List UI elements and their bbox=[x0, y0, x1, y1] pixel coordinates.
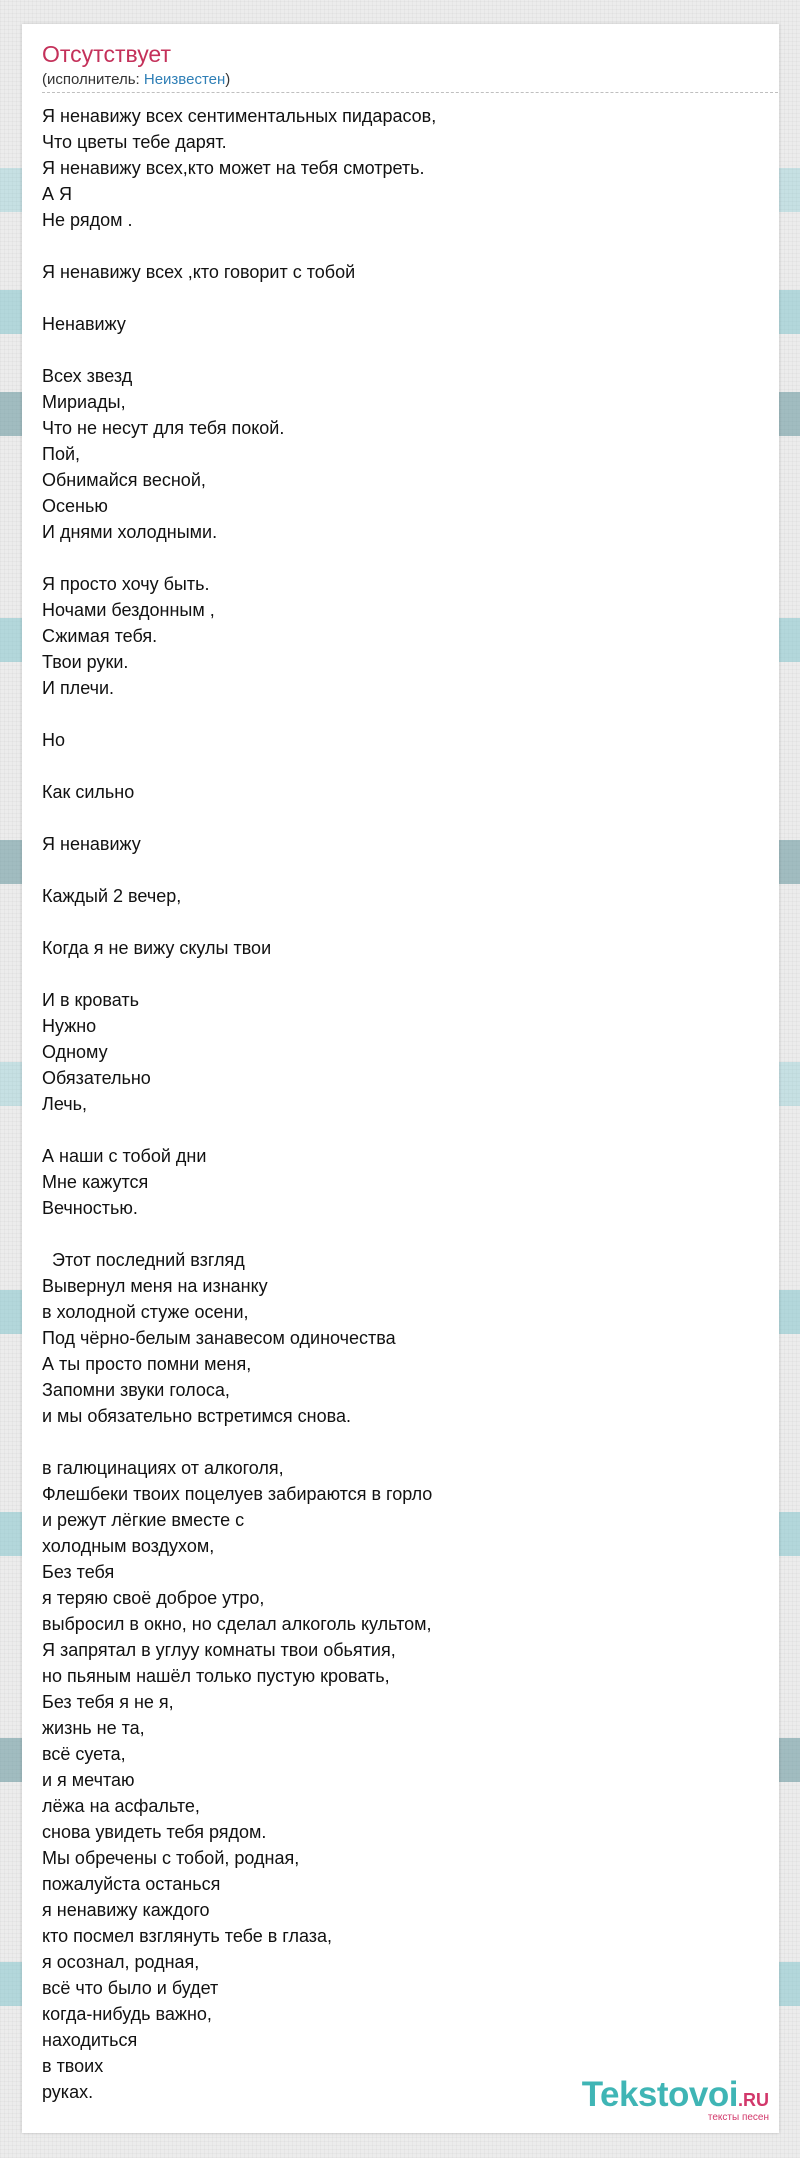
lyric-blank-line bbox=[42, 337, 742, 363]
lyric-line: лёжа на асфальте, bbox=[42, 1796, 200, 1816]
lyric-blank-line bbox=[42, 285, 742, 311]
lyric-line: Сжимая тебя. bbox=[42, 626, 158, 646]
lyric-blank-line bbox=[42, 545, 742, 571]
lyric-line: Обнимайся весной, bbox=[42, 470, 206, 490]
lyric-line: я осознал, родная, bbox=[42, 1952, 200, 1972]
lyric-line: снова увидеть тебя рядом. bbox=[42, 1822, 267, 1842]
lyric-line: холодным воздухом, bbox=[42, 1536, 215, 1556]
lyric-line: А Я bbox=[42, 184, 73, 204]
lyric-line: Без тебя bbox=[42, 1562, 115, 1582]
lyric-line: И днями холодными. bbox=[42, 522, 218, 542]
lyric-blank-line bbox=[42, 805, 742, 831]
artist-link[interactable]: Неизвестен bbox=[143, 71, 226, 88]
lyric-line: я ненавижу каждого bbox=[42, 1900, 210, 1920]
artist-line bbox=[42, 71, 230, 89]
lyric-line: Не рядом . bbox=[42, 210, 133, 230]
logo-wordmark: Tekstovoi bbox=[581, 2075, 738, 2114]
lyric-line: Ненавижу bbox=[42, 314, 126, 334]
artist-prefix: (исполнитель: bbox=[42, 71, 144, 88]
lyric-line: и режут лёгкие вместе с bbox=[42, 1510, 245, 1530]
lyric-blank-line bbox=[42, 909, 742, 935]
lyric-line: я теряю своё доброе утро, bbox=[42, 1588, 265, 1608]
lyric-line: руках. bbox=[42, 2082, 94, 2102]
title-divider bbox=[42, 92, 778, 93]
lyric-line: Каждый 2 вечер, bbox=[42, 886, 182, 906]
lyric-line: Вывернул меня на изнанку bbox=[42, 1276, 268, 1296]
lyric-line: в галюцинациях от алкоголя, bbox=[42, 1458, 284, 1478]
lyric-line: Нужно bbox=[42, 1016, 97, 1036]
lyric-line: И плечи. bbox=[42, 678, 115, 698]
lyric-line: кто посмел взглянуть тебе в глаза, bbox=[42, 1926, 333, 1946]
lyric-line: в холодной стуже осени, bbox=[42, 1302, 249, 1322]
lyric-line: И в кровать bbox=[42, 990, 139, 1010]
lyric-blank-line bbox=[42, 857, 742, 883]
lyric-line: когда-нибудь важно, bbox=[42, 2004, 212, 2024]
lyric-line: но пьяным нашёл только пустую кровать, bbox=[42, 1666, 390, 1686]
lyric-line: пожалуйста останься bbox=[42, 1874, 221, 1894]
lyric-line: Что цветы тебе дарят. bbox=[42, 132, 227, 152]
lyric-line: Пой, bbox=[42, 444, 81, 464]
lyric-line: Всех звезд bbox=[42, 366, 133, 386]
logo-subtitle: тексты песен bbox=[707, 2112, 769, 2123]
lyric-blank-line bbox=[42, 233, 742, 259]
lyric-blank-line bbox=[42, 753, 742, 779]
lyric-line: Как сильно bbox=[42, 782, 135, 802]
lyric-line: Запомни звуки голоса, bbox=[42, 1380, 230, 1400]
lyric-line: Мне кажутся bbox=[42, 1172, 149, 1192]
lyric-line: Я запрятал в углуу комнаты твои обьятия, bbox=[42, 1640, 396, 1660]
lyric-line: выбросил в окно, но сделал алкоголь культом, bbox=[42, 1614, 432, 1634]
lyric-blank-line bbox=[42, 961, 742, 987]
lyric-line: Твои руки. bbox=[42, 652, 129, 672]
lyric-line: Но bbox=[42, 730, 66, 750]
lyric-line: Без тебя я не я, bbox=[42, 1692, 174, 1712]
lyric-line: Когда я не вижу скулы твои bbox=[42, 938, 272, 958]
lyric-line: Я ненавижу bbox=[42, 834, 141, 854]
lyric-line: Мы обречены с тобой, родная, bbox=[42, 1848, 300, 1868]
lyric-line: Я ненавижу всех ,кто говорит с тобой bbox=[42, 262, 356, 282]
lyric-line: Флешбеки твоих поцелуев забираются в горло bbox=[42, 1484, 433, 1504]
artist-suffix: ) bbox=[225, 71, 231, 88]
lyric-line: А наши с тобой дни bbox=[42, 1146, 207, 1166]
lyrics-card bbox=[22, 24, 779, 2133]
lyric-line: Одному bbox=[42, 1042, 108, 1062]
lyric-line: Обязательно bbox=[42, 1068, 151, 1088]
song-title: Отсутствует bbox=[42, 41, 171, 67]
lyric-blank-line bbox=[42, 1117, 742, 1143]
lyric-line: Осенью bbox=[42, 496, 108, 516]
lyrics-text bbox=[42, 103, 742, 2105]
lyric-line: и я мечтаю bbox=[42, 1770, 135, 1790]
lyric-line: Лечь, bbox=[42, 1094, 87, 1114]
logo-domain: .RU bbox=[738, 2090, 769, 2110]
site-logo[interactable] bbox=[582, 2077, 769, 2123]
lyric-line: и мы обязательно встретимся снова. bbox=[42, 1406, 351, 1426]
lyric-line: жизнь не та, bbox=[42, 1718, 145, 1738]
lyric-line: Что не несут для тебя покой. bbox=[42, 418, 285, 438]
lyric-line: Я просто хочу быть. bbox=[42, 574, 210, 594]
lyric-line: Вечностью. bbox=[42, 1198, 138, 1218]
lyric-line: Под чёрно-белым занавесом одиночества bbox=[42, 1328, 396, 1348]
lyric-blank-line bbox=[42, 1221, 742, 1247]
lyric-line: А ты просто помни меня, bbox=[42, 1354, 252, 1374]
lyric-line: Я ненавижу всех,кто может на тебя смотреть. bbox=[42, 158, 425, 178]
lyric-line: Ночами бездонным , bbox=[42, 600, 215, 620]
lyric-blank-line bbox=[42, 1429, 742, 1455]
lyric-line: Этот последний взгляд bbox=[42, 1250, 245, 1270]
lyric-line: всё что было и будет bbox=[42, 1978, 219, 1998]
lyric-blank-line bbox=[42, 701, 742, 727]
lyric-line: Я ненавижу всех сентиментальных пидарасов, bbox=[42, 106, 437, 126]
lyric-line: Мириады, bbox=[42, 392, 126, 412]
lyric-line: в твоих bbox=[42, 2056, 104, 2076]
lyric-line: всё суета, bbox=[42, 1744, 126, 1764]
lyric-line: находиться bbox=[42, 2030, 138, 2050]
